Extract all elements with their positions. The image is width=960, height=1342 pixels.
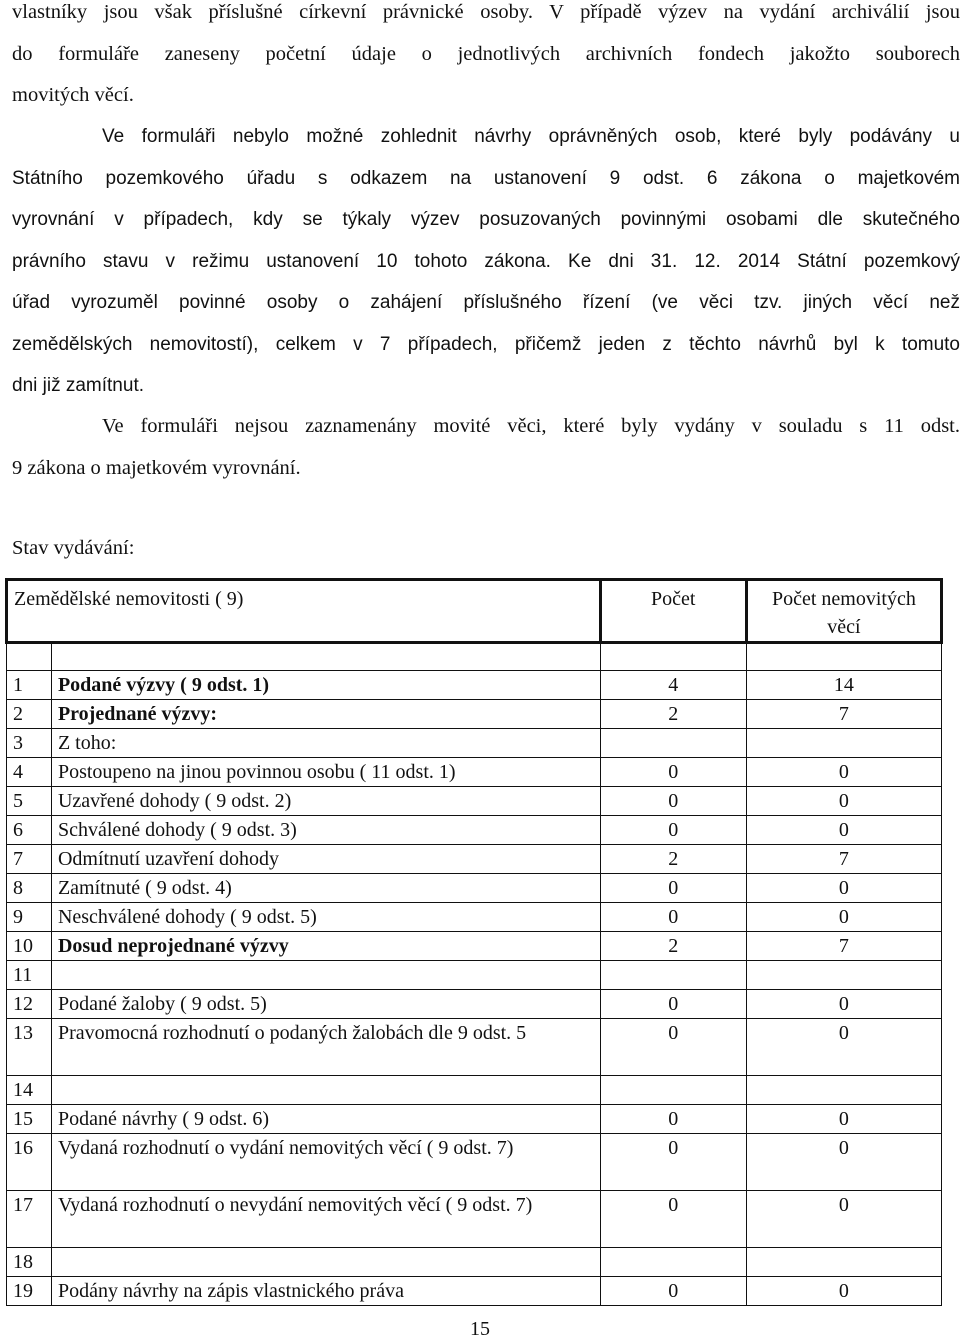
table-row	[7, 903, 942, 932]
row-things: 7	[746, 932, 941, 961]
row-label: Z toho:	[51, 729, 600, 758]
row-things: 0	[746, 758, 941, 787]
row-things: 0	[746, 1019, 941, 1076]
row-label	[51, 1076, 600, 1105]
text-line: Ve formuláři nebylo možné zohlednit návrhy oprávněných osob, které byly podávány u	[102, 126, 960, 147]
table-row	[7, 874, 942, 903]
row-count: 0	[600, 990, 746, 1019]
table-row	[7, 1134, 942, 1191]
row-count	[600, 1076, 746, 1105]
row-count: 0	[600, 874, 746, 903]
text-line: úřad vyrozuměl povinné osoby o zahájení příslušného řízení (ve věci tzv. jiných věcí než	[12, 292, 960, 313]
row-things	[746, 961, 941, 990]
row-count: 0	[600, 903, 746, 932]
row-things: 0	[746, 787, 941, 816]
statistics-table	[5, 578, 943, 1306]
row-count: 0	[600, 1277, 746, 1306]
row-things: 14	[746, 671, 941, 700]
row-things: 0	[746, 874, 941, 903]
table-row	[7, 1191, 942, 1248]
row-label: Podané návrhy ( 9 odst. 6)	[51, 1105, 600, 1134]
row-label	[51, 1248, 600, 1277]
text-line: movitých věcí.	[12, 84, 134, 106]
row-count: 2	[600, 932, 746, 961]
page-number: 15	[470, 1318, 490, 1340]
row-label: Podány návrhy na zápis vlastnického práva	[51, 1277, 600, 1306]
row-number: 19	[7, 1277, 52, 1306]
table-row	[7, 787, 942, 816]
table-row	[7, 1019, 942, 1076]
row-things: 0	[746, 1134, 941, 1191]
row-things	[746, 729, 941, 758]
text-line: vlastníky jsou však příslušné církevní právnické osoby. V případě výzev na vydání archiválií jsou	[12, 1, 960, 23]
paragraph-2	[12, 116, 960, 407]
table-row	[7, 816, 942, 845]
row-number: 1	[7, 671, 52, 700]
text-line: právního stavu v režimu ustanovení 10 tohoto zákona. Ke dni 31. 12. 2014 Státní pozemkový	[12, 250, 960, 272]
table-header-row	[7, 580, 942, 643]
row-count: 0	[600, 1134, 746, 1191]
row-things: 7	[746, 700, 941, 729]
row-number: 7	[7, 845, 52, 874]
text-line: dni již zamítnut.	[12, 375, 144, 396]
table-row	[7, 845, 942, 874]
text-line: zemědělských nemovitostí), celkem v 7 případech, přičemž jeden z těchto návrhů byl k tomuto	[12, 333, 960, 355]
row-label	[51, 961, 600, 990]
row-label: Dosud neprojednané výzvy	[51, 932, 600, 961]
row-things: 0	[746, 903, 941, 932]
row-things: 0	[746, 990, 941, 1019]
row-count: 0	[600, 1191, 746, 1248]
row-number: 16	[7, 1134, 52, 1191]
row-number: 2	[7, 700, 52, 729]
row-things: 0	[746, 1277, 941, 1306]
row-count	[600, 961, 746, 990]
row-label: Pravomocná rozhodnutí o podaných žalobách dle 9 odst. 5	[51, 1019, 600, 1076]
table-row	[7, 1248, 942, 1277]
row-label: Schválené dohody ( 9 odst. 3)	[51, 816, 600, 845]
row-count: 2	[600, 845, 746, 874]
row-label: Vydaná rozhodnutí o nevydání nemovitých věcí ( 9 odst. 7)	[51, 1191, 600, 1248]
row-number: 14	[7, 1076, 52, 1105]
row-things: 0	[746, 1191, 941, 1248]
row-things	[746, 1076, 941, 1105]
row-count: 0	[600, 758, 746, 787]
row-things: 0	[746, 816, 941, 845]
table-row	[7, 990, 942, 1019]
text-line: 9 zákona o majetkovém vyrovnání.	[12, 456, 301, 479]
table-row	[7, 1105, 942, 1134]
text-line: Státního pozemkového úřadu s odkazem na ustanovení 9 odst. 6 zákona o majetkovém	[12, 167, 960, 189]
header-things: Počet nemovitých věcí	[746, 580, 941, 643]
row-count	[600, 1248, 746, 1277]
section-label: Stav vydávání:	[12, 537, 135, 559]
paragraph-1	[12, 0, 960, 117]
table-row	[7, 1076, 942, 1105]
header-count: Počet	[600, 580, 746, 643]
row-label: Podané žaloby ( 9 odst. 5)	[51, 990, 600, 1019]
table-spacer-row	[7, 643, 942, 671]
row-label: Uzavřené dohody ( 9 odst. 2)	[51, 787, 600, 816]
row-label: Neschválené dohody ( 9 odst. 5)	[51, 903, 600, 932]
row-number: 13	[7, 1019, 52, 1076]
row-number: 6	[7, 816, 52, 845]
row-label: Postoupeno na jinou povinnou osobu ( 11 odst. 1)	[51, 758, 600, 787]
row-things	[746, 1248, 941, 1277]
row-label: Podané výzvy ( 9 odst. 1)	[51, 671, 600, 700]
row-number: 18	[7, 1248, 52, 1277]
row-label: Zamítnuté ( 9 odst. 4)	[51, 874, 600, 903]
row-number: 3	[7, 729, 52, 758]
row-count: 0	[600, 1105, 746, 1134]
paragraph-3	[12, 406, 960, 489]
table-row	[7, 1277, 942, 1306]
row-number: 8	[7, 874, 52, 903]
table-row	[7, 729, 942, 758]
row-number: 12	[7, 990, 52, 1019]
table-row	[7, 932, 942, 961]
row-number: 4	[7, 758, 52, 787]
row-things: 7	[746, 845, 941, 874]
row-label: Projednané výzvy:	[51, 700, 600, 729]
text-line: Ve formuláři nejsou zaznamenány movité věci, které byly vydány v souladu s 11 odst.	[102, 415, 960, 437]
table-row	[7, 671, 942, 700]
row-count: 2	[600, 700, 746, 729]
row-count: 4	[600, 671, 746, 700]
row-number: 15	[7, 1105, 52, 1134]
row-count	[600, 729, 746, 758]
header-name: Zemědělské nemovitosti ( 9)	[7, 580, 601, 643]
table-row	[7, 758, 942, 787]
row-count: 0	[600, 787, 746, 816]
row-number: 11	[7, 961, 52, 990]
row-label: Vydaná rozhodnutí o vydání nemovitých věcí ( 9 odst. 7)	[51, 1134, 600, 1191]
row-number: 17	[7, 1191, 52, 1248]
row-count: 0	[600, 1019, 746, 1076]
row-number: 9	[7, 903, 52, 932]
table-row	[7, 700, 942, 729]
table-row	[7, 961, 942, 990]
text-line: do formuláře zaneseny početní údaje o jednotlivých archivních fondech jakožto souborech	[12, 42, 960, 65]
row-label: Odmítnutí uzavření dohody	[51, 845, 600, 874]
text-line: vyrovnání v případech, kdy se týkaly výzev posuzovaných povinnými osobami dle skutečného	[12, 209, 960, 230]
row-things: 0	[746, 1105, 941, 1134]
row-number: 5	[7, 787, 52, 816]
row-number: 10	[7, 932, 52, 961]
row-count: 0	[600, 816, 746, 845]
